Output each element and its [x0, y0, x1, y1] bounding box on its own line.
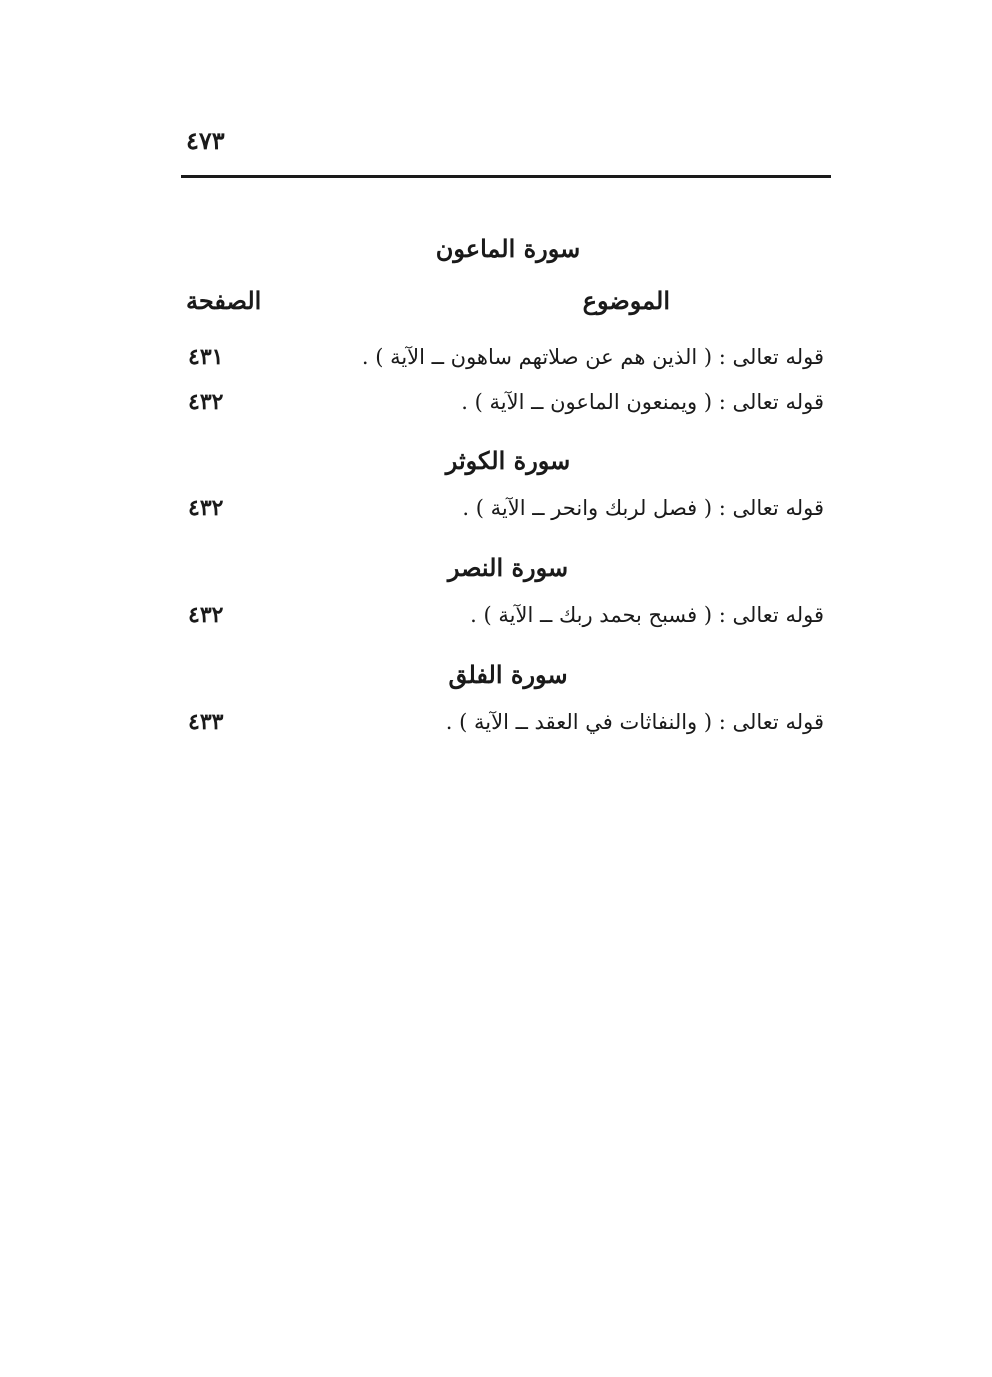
entry-topic: قوله تعالى : ( ويمنعون الماعون ــ الآية ) .: [461, 390, 824, 414]
entry-topic: قوله تعالى : ( فصل لربك وانحر ــ الآية ) .: [462, 496, 824, 520]
entry-topic: قوله تعالى : ( والنفاثات في العقد ــ الآية ) .: [445, 710, 824, 734]
section-title: سورة الفلق: [448, 660, 568, 689]
entry-page: ٤٣٣: [188, 709, 224, 735]
column-header-page: الصفحة: [186, 286, 262, 315]
toc-entry: [180, 491, 830, 525]
entry-page: ٤٣٢: [188, 495, 224, 521]
entry-page: ٤٣٢: [188, 602, 224, 628]
page-number: ٤٧٣: [186, 126, 225, 155]
entry-page: ٤٣١: [188, 344, 224, 370]
section-title: سورة النصر: [447, 553, 569, 582]
entry-topic: قوله تعالى : ( الذين هم عن صلاتهم ساهون ــ الآية ) .: [361, 345, 824, 369]
toc-entry: [180, 340, 830, 374]
section-title: سورة الكوثر: [445, 446, 571, 475]
section-title: سورة الماعون: [435, 234, 581, 263]
toc-entry: [180, 385, 830, 419]
toc-entry: [180, 705, 830, 739]
table-of-contents: [180, 0, 830, 1377]
entry-page: ٤٣٢: [188, 389, 224, 415]
column-header-topic: الموضوع: [582, 286, 670, 315]
toc-entry: [180, 598, 830, 632]
entry-topic: قوله تعالى : ( فسبح بحمد ربك ــ الآية ) .: [470, 603, 824, 627]
